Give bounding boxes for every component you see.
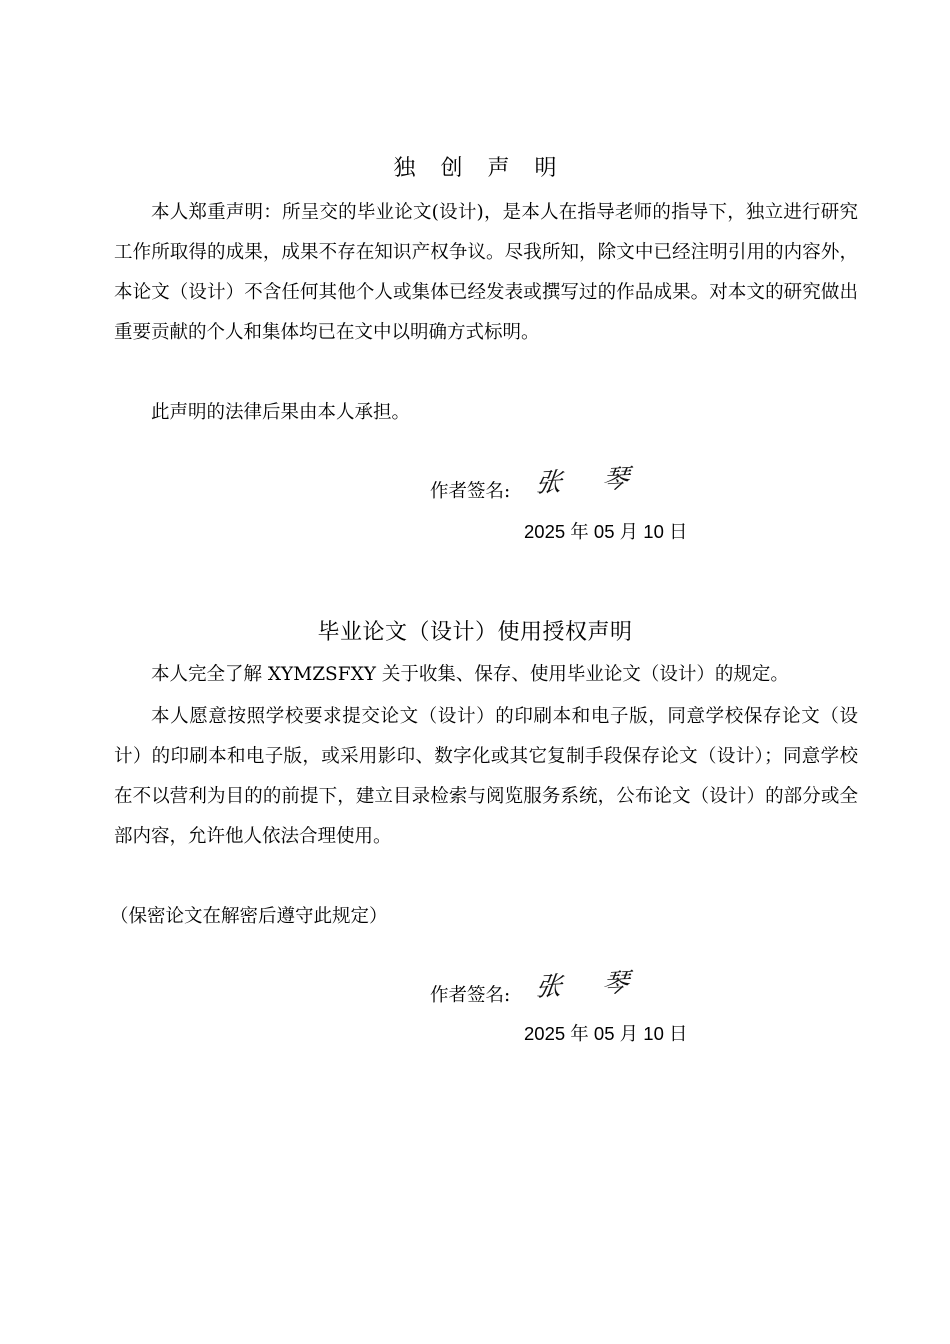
signature-label: 作者签名: bbox=[430, 481, 511, 502]
signature-label: 作者签名: bbox=[430, 985, 511, 1006]
handwritten-signature: 张 琴 bbox=[533, 967, 647, 1003]
originality-paragraph-1: 本人郑重声明：所呈交的毕业论文(设计)，是本人在指导老师的指导下，独立进行研究工作所取得的成果，成果不存在知识产权争议。尽我所知，除文中已经注明引用的内容外，本论文（设计）不含任何其他个人或集体已经发表或撰写过的作品成果。对本文的研究做出重要贡献的个人和集体均已在文中以明确方式标明。 bbox=[114, 202, 858, 343]
authorization-date: 2025 年 05 月 10 日 bbox=[524, 1023, 688, 1044]
originality-title: 独 创 声 明 bbox=[393, 156, 566, 181]
authorization-paragraph-1: 本人完全了解 XYMZSFXY 关于收集、保存、使用毕业论文（设计）的规定。 bbox=[151, 664, 789, 685]
originality-date: 2025 年 05 月 10 日 bbox=[524, 521, 688, 542]
handwritten-signature: 张 琴 bbox=[533, 463, 647, 499]
authorization-title: 毕业论文（设计）使用授权声明 bbox=[317, 620, 633, 645]
authorization-paragraph-2: 本人愿意按照学校要求提交论文（设计）的印刷本和电子版，同意学校保存论文（设计）的印刷本和电子版，或采用影印、数字化或其它复制手段保存论文（设计）；同意学校在不以营利为目的的前提下，建立目录检索与阅览服务系统，公布论文（设计）的部分或全部内容，允许他人依法合理使用。 bbox=[114, 706, 858, 847]
originality-paragraph-2: 此声明的法律后果由本人承担。 bbox=[151, 402, 411, 423]
confidential-note: （保密论文在解密后遵守此规定） bbox=[110, 906, 388, 927]
